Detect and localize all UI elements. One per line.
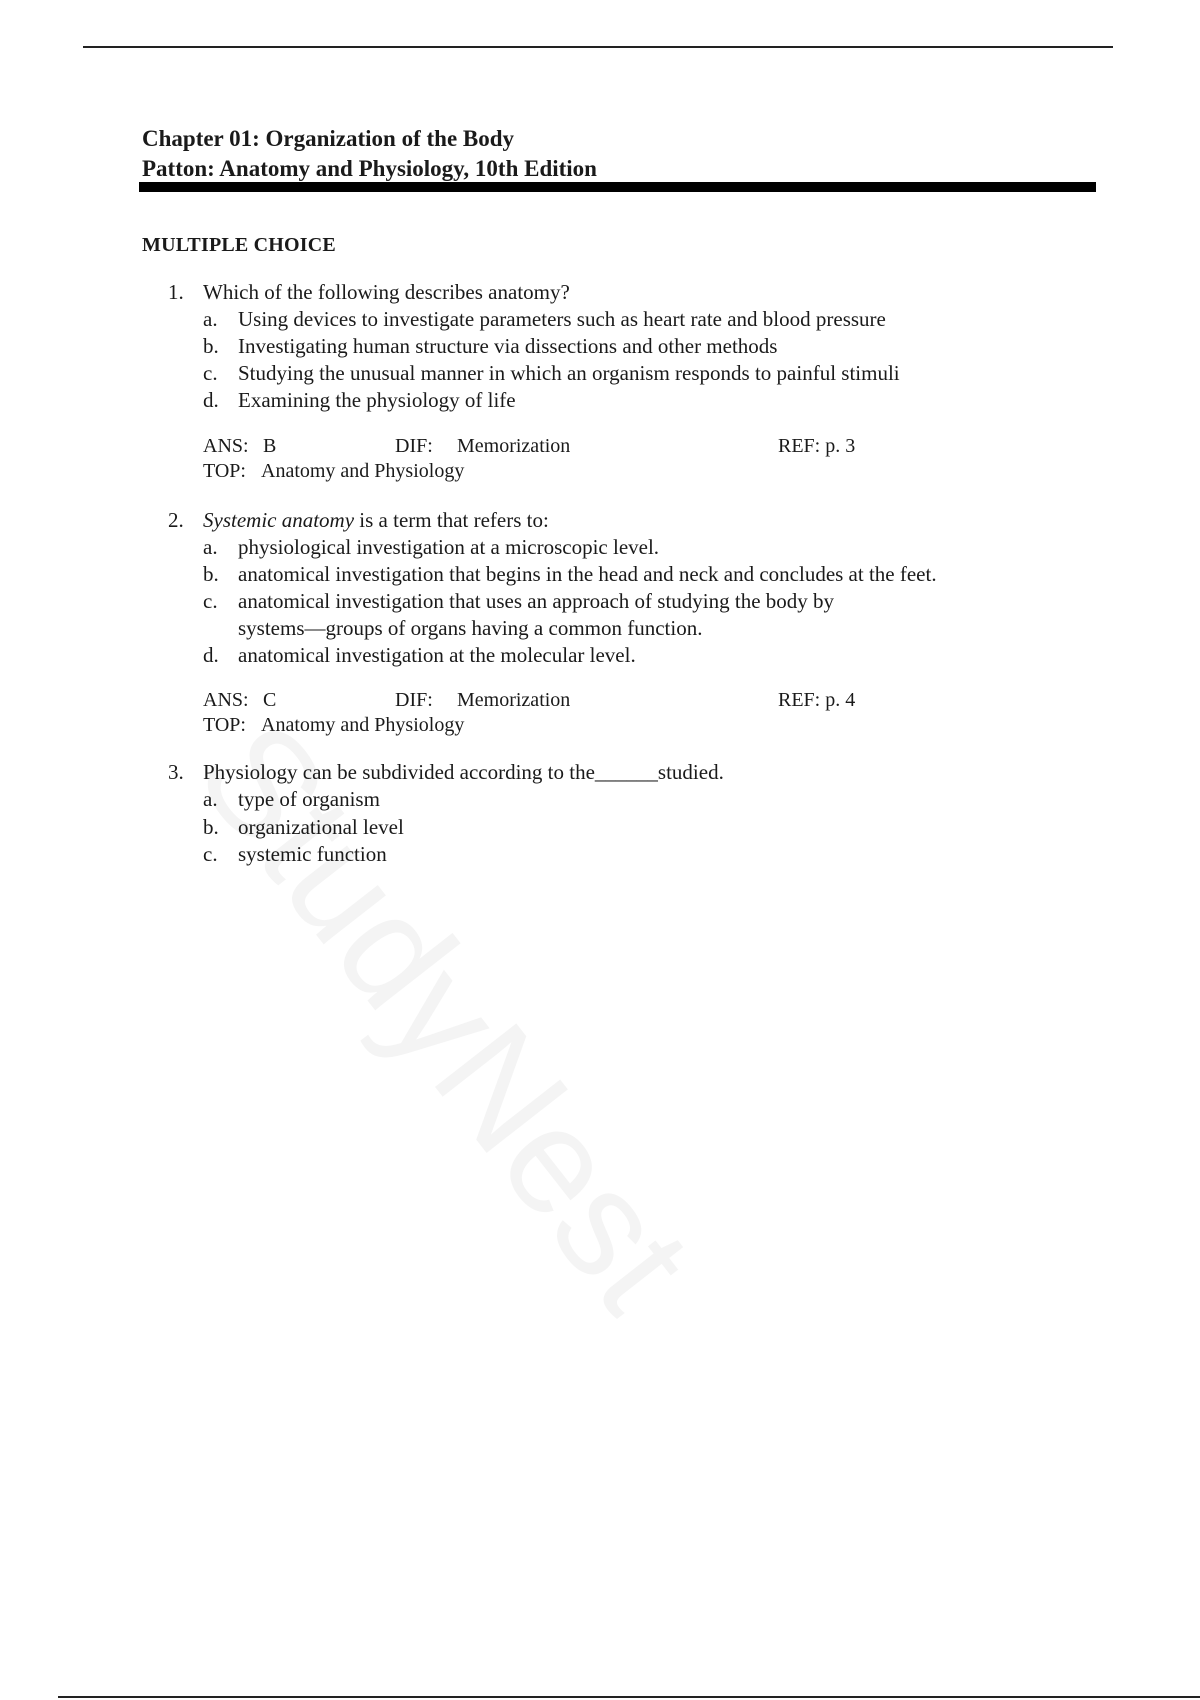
top-label: TOP: [203,460,246,482]
question-number: 2. [168,508,184,532]
ref-value: REF: p. 3 [778,435,856,457]
top-value: Anatomy and Physiology [261,714,465,736]
option-text: Using devices to investigate parameters such as heart rate and blood pressure [238,307,886,331]
option-letter: d. [203,388,219,412]
ref-value: REF: p. 4 [778,689,856,711]
book-title: Patton: Anatomy and Physiology, 10th Edition [142,156,597,181]
option-letter: a. [203,535,218,559]
option-letter: b. [203,815,219,839]
option-letter: c. [203,589,218,613]
chapter-title: Chapter 01: Organization of the Body [142,126,515,151]
dif-label: DIF: [395,689,433,711]
top-value: Anatomy and Physiology [261,460,465,482]
option-letter: a. [203,307,218,331]
option-letter: c. [203,361,218,385]
option-text: systemic function [238,842,387,866]
option-text: physiological investigation at a microscopic level. [238,535,660,559]
option-text: anatomical investigation at the molecular level. [238,643,636,667]
dif-value: Memorization [457,435,571,457]
stem-italic: Systemic anatomy [203,508,355,532]
document-header [142,124,597,184]
question-stem: Which of the following describes anatomy? [203,280,570,304]
bottom-rule [58,1696,1200,1698]
question-stem [203,508,549,533]
ans-value: C [263,689,277,711]
option-text: anatomical investigation that begins in the head and neck and concludes at the feet. [238,562,937,586]
question-number: 3. [168,760,184,784]
question-number: 1. [168,280,184,304]
question-stem: Physiology can be subdivided according to the______studied. [203,760,724,784]
ans-label: ANS: [203,689,249,711]
section-heading: MULTIPLE CHOICE [142,234,336,256]
option-letter: d. [203,643,219,667]
header-bar [139,182,1096,192]
ans-label: ANS: [203,435,249,457]
option-text: organizational level [238,815,404,839]
option-text: Studying the unusual manner in which an organism responds to painful stimuli [238,361,900,385]
dif-label: DIF: [395,435,433,457]
top-label: TOP: [203,714,246,736]
option-text-continued: systems—groups of organs having a common function. [238,616,703,640]
dif-value: Memorization [457,689,571,711]
option-letter: c. [203,842,218,866]
option-text: Investigating human structure via dissections and other methods [238,334,778,358]
ans-value: B [263,435,277,457]
top-rule [83,46,1113,48]
option-letter: b. [203,562,219,586]
option-text: Examining the physiology of life [238,388,516,412]
option-text: type of organism [238,787,380,811]
option-letter: b. [203,334,219,358]
option-letter: a. [203,787,218,811]
stem-rest: is a term that refers to: [354,508,549,532]
option-text: anatomical investigation that uses an approach of studying the body by [238,589,835,613]
